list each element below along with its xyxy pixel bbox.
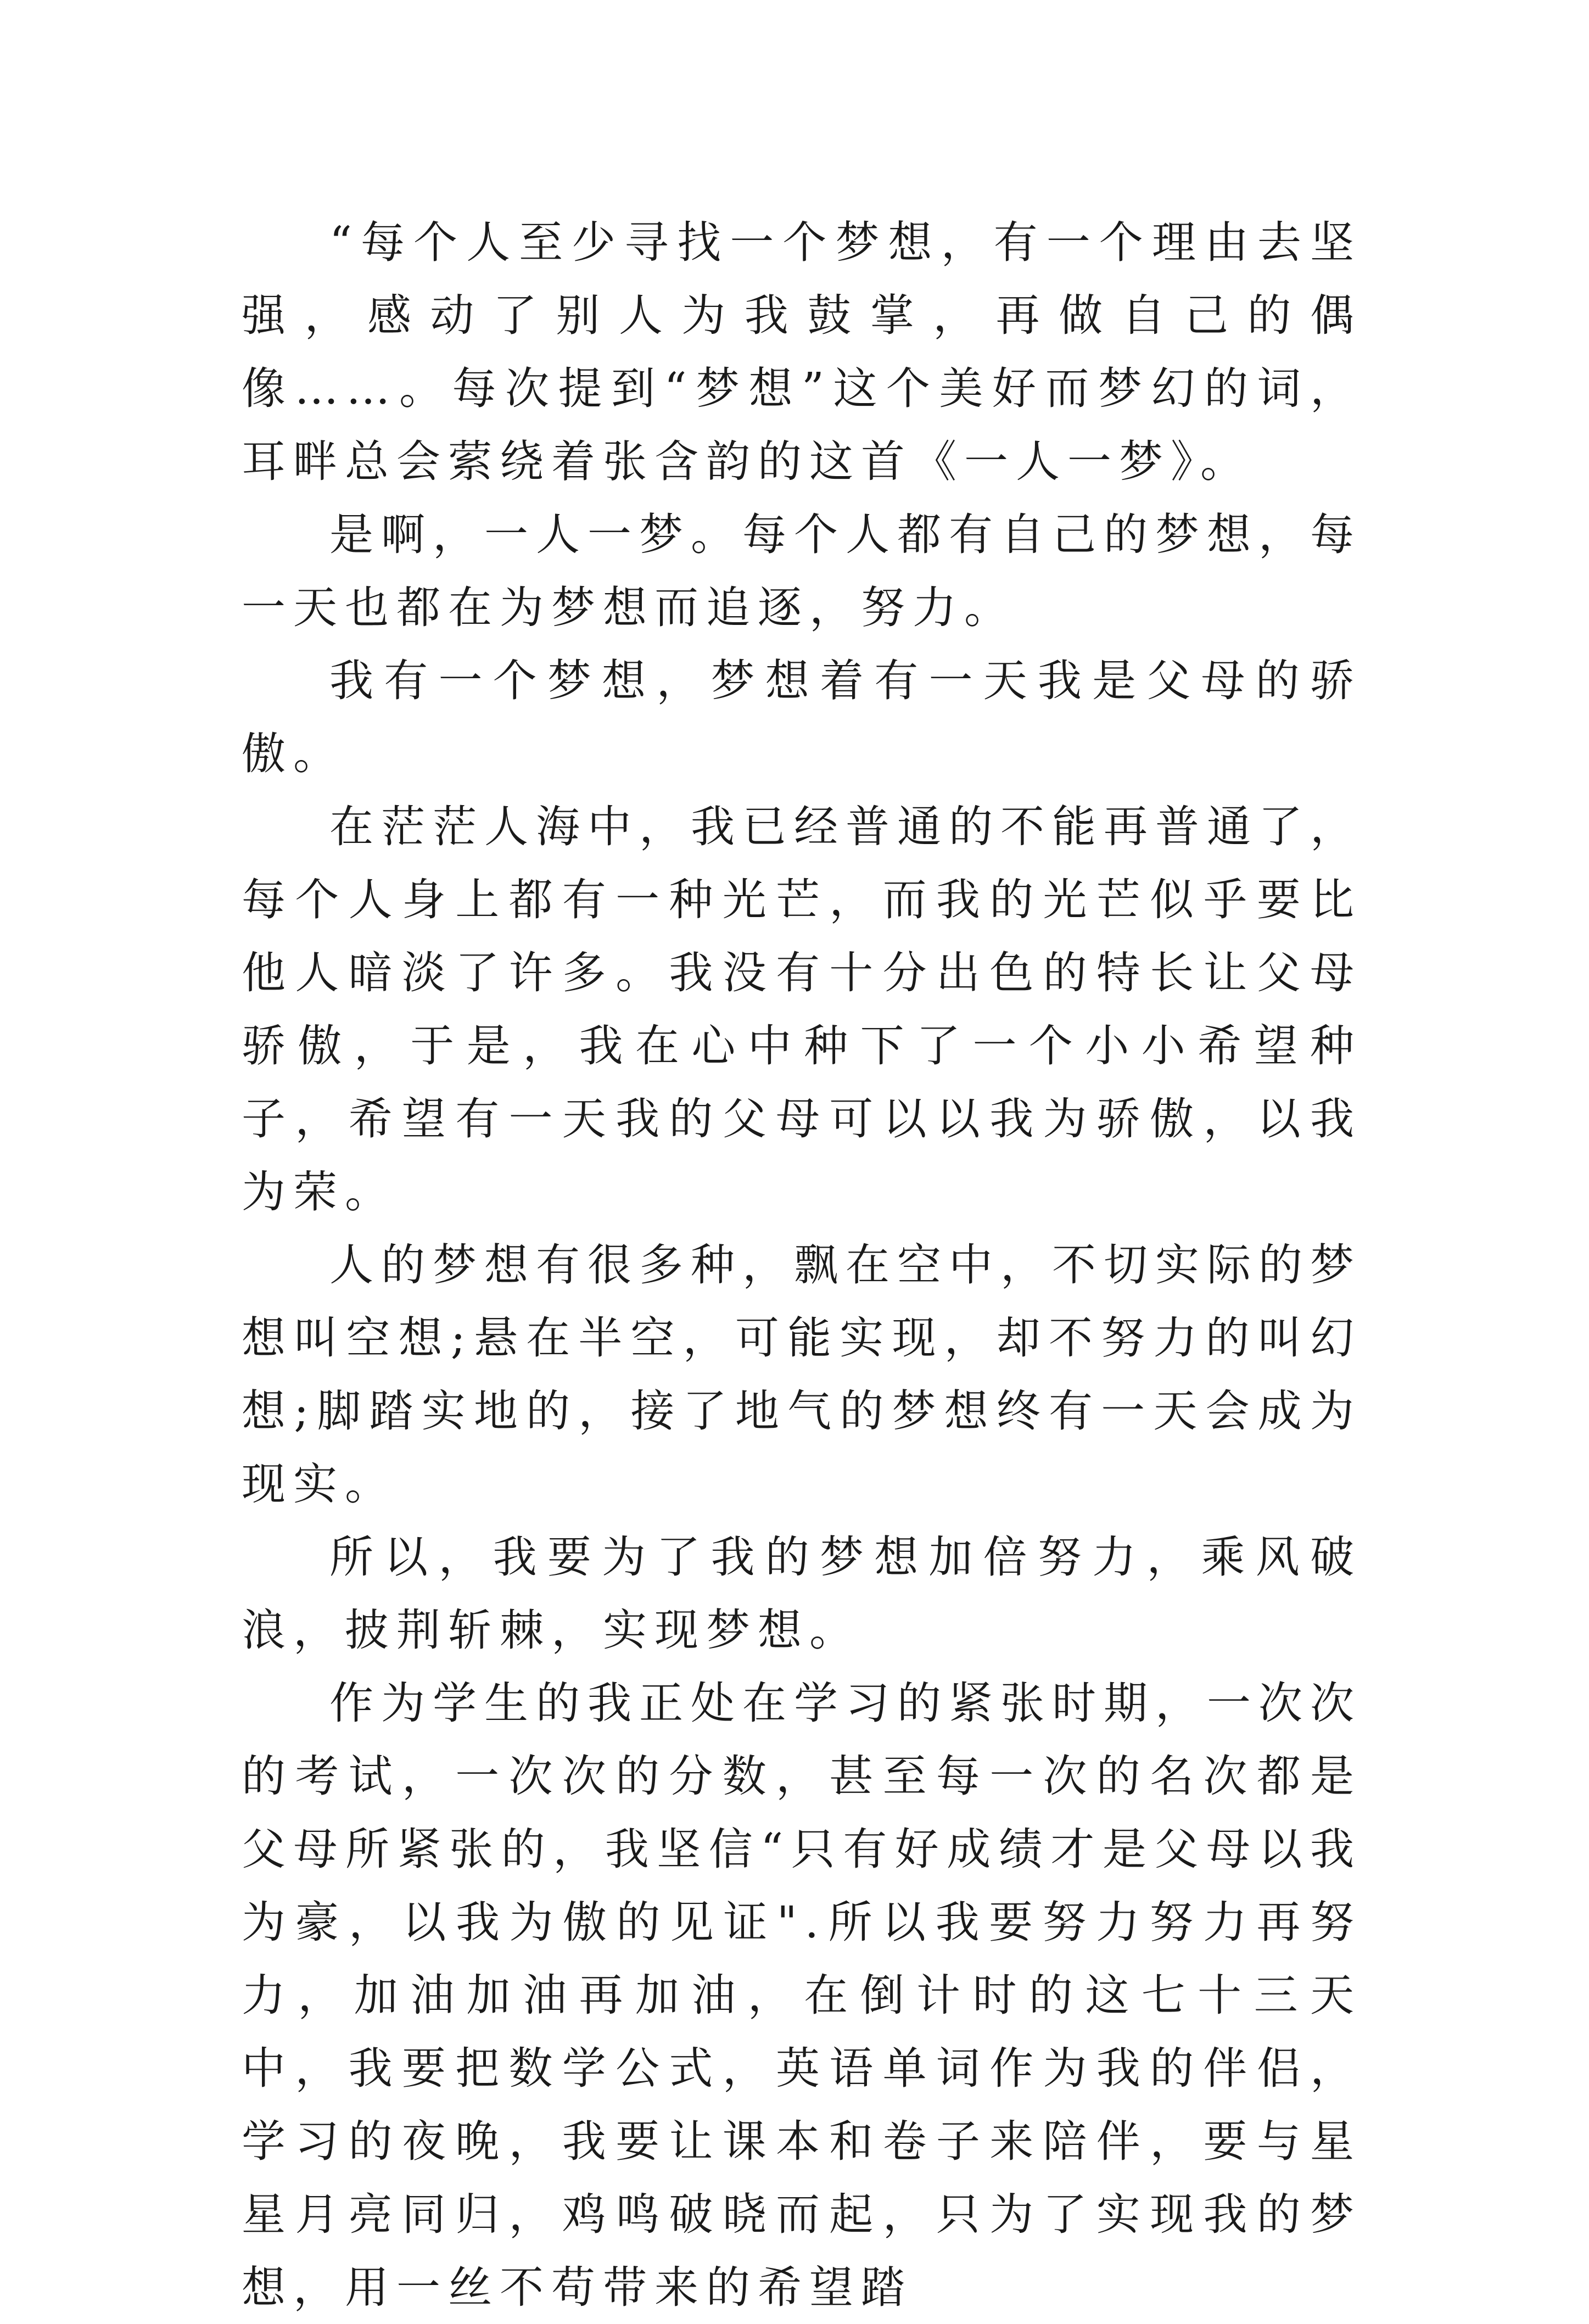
- document-body: [242, 206, 1362, 2324]
- paragraph-5: 人的梦想有很多种，飘在空中，不切实际的梦想叫空想;悬在半空，可能实现，却不努力的叫幻想;脚踏实地的，接了地气的梦想终有一天会成为现实。: [242, 1239, 1362, 1510]
- paragraph-2: 是啊，一人一梦。每个人都有自己的梦想，每一天也都在为梦想而追逐，努力。: [242, 509, 1362, 633]
- paragraph-7: 作为学生的我正处在学习的紧张时期，一次次的考试，一次次的分数，甚至每一次的名次都是父母所紧张的，我坚信“只有好成绩才是父母以我为豪，以我为傲的见证".所以我要努力努力再努力，加油加油再加油，在倒计时的这七十三天中，我要把数学公式，英语单词作为我的伴侣，学习的夜晚，我要让课本和卷子来陪伴，要与星星月亮同归，鸡鸣破晓而起，只为了实现我的梦想，用一丝不苟带来的希望踏: [242, 1678, 1362, 2313]
- paragraph-6: 所以，我要为了我的梦想加倍努力，乘风破浪，披荆斩棘，实现梦想。: [242, 1532, 1362, 1656]
- paragraph-1: “每个人至少寻找一个梦想，有一个理由去坚强，感动了别人为我鼓掌，再做自己的偶像……。每次提到“梦想”这个美好而梦幻的词，耳畔总会萦绕着张含韵的这首《一人一梦》。: [242, 217, 1362, 487]
- paragraph-4: 在茫茫人海中，我已经普通的不能再普通了，每个人身上都有一种光芒，而我的光芒似乎要比他人暗淡了许多。我没有十分出色的特长让父母骄傲，于是，我在心中种下了一个小小希望种子，希望有一天我的父母可以以我为骄傲，以我为荣。: [242, 801, 1362, 1217]
- paragraph-3: 我有一个梦想，梦想着有一天我是父母的骄傲。: [242, 655, 1362, 779]
